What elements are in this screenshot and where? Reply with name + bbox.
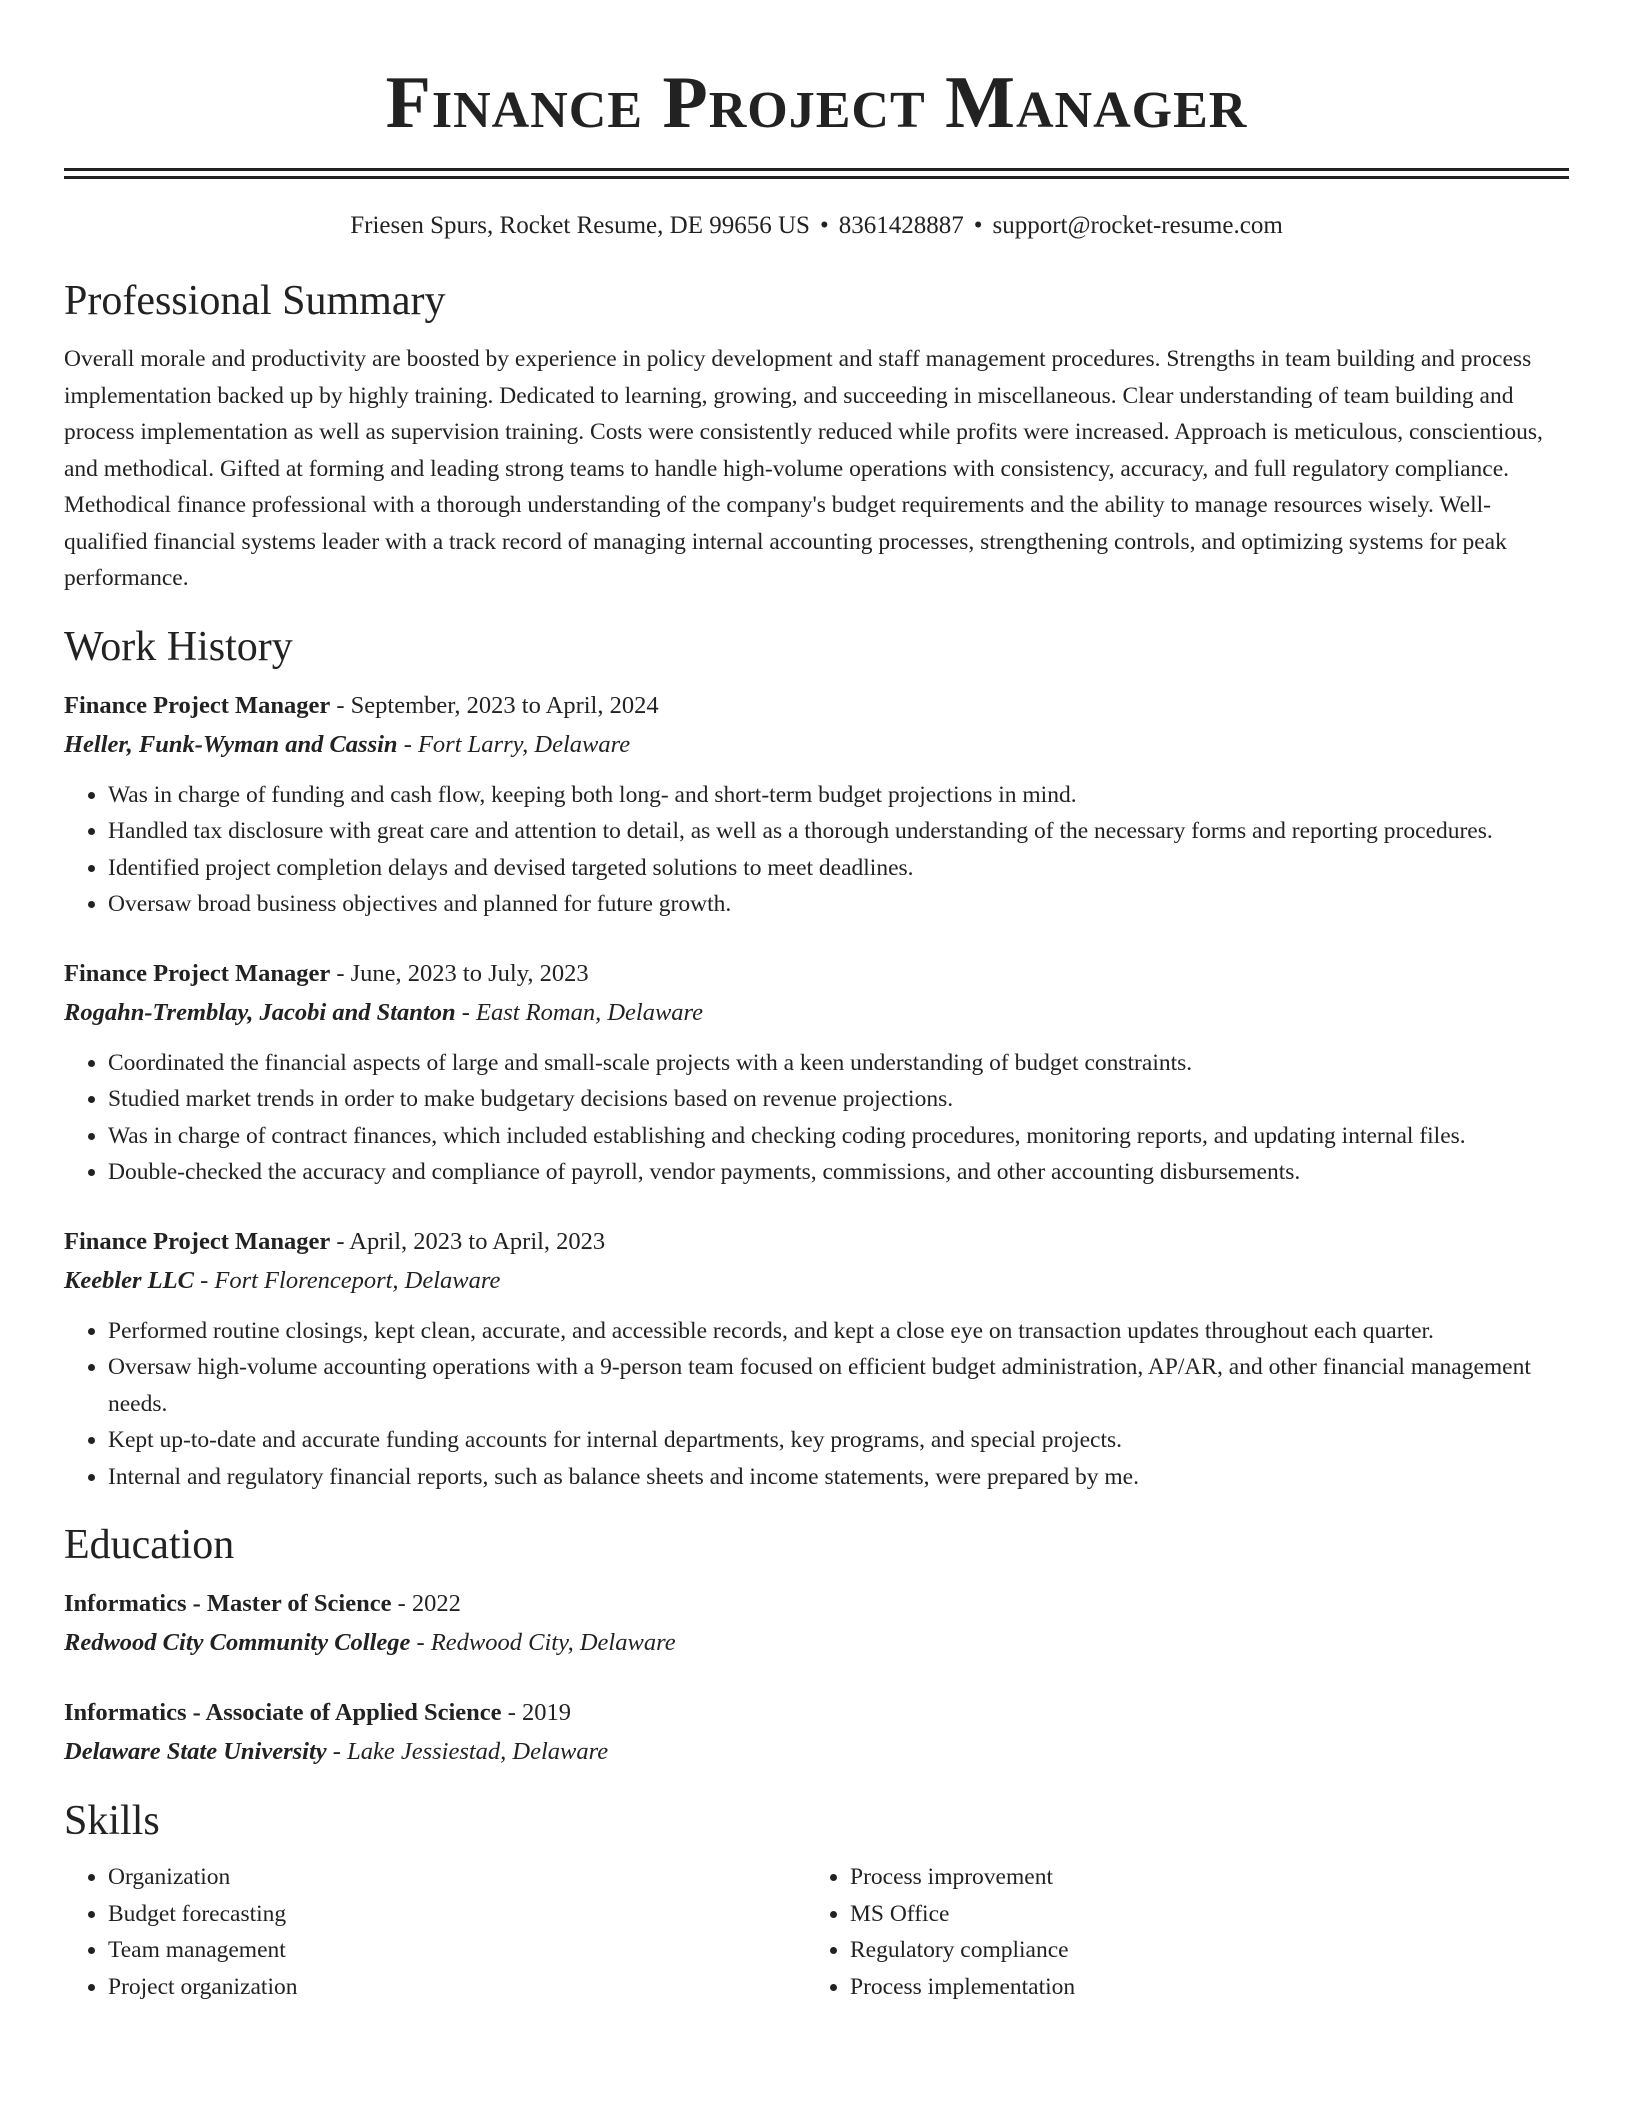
job-bullet: • Identified project completion delays and devised targeted solutions to meet deadlines. <box>108 850 1569 887</box>
education-degree: Informatics - Associate of Applied Science <box>64 1699 502 1726</box>
job-bullets <box>64 777 1569 923</box>
title-divider-top <box>64 168 1569 171</box>
education-location: - Lake Jessiestad, Delaware <box>326 1738 609 1765</box>
work-history-heading: Work History <box>64 623 293 670</box>
summary-heading: Professional Summary <box>64 278 446 324</box>
job-bullet: • Was in charge of contract finances, which included establishing and checking coding procedures, monitoring reports, and updating internal files. <box>108 1118 1569 1155</box>
skills-list <box>64 1859 1569 2005</box>
job-entry <box>64 1223 1569 1496</box>
contact-address: Friesen Spurs, Rocket Resume, DE 99656 US <box>350 212 810 239</box>
education-school: Redwood City Community College <box>64 1629 411 1656</box>
job-location: - Fort Florenceport, Delaware <box>193 1266 501 1294</box>
job-bullets <box>64 1313 1569 1496</box>
job-bullet: • Performed routine closings, kept clean, accurate, and accessible records, and kept a close eye on transaction updates throughout each quarter. <box>108 1313 1569 1350</box>
contact-email: support@rocket-resume.com <box>992 212 1283 239</box>
job-bullet: • Oversaw broad business objectives and planned for future growth. <box>108 886 1569 923</box>
job-bullet: • Internal and regulatory financial reports, such as balance sheets and income statements, were prepared by me. <box>108 1459 1569 1496</box>
job-location: - East Roman, Delaware <box>455 998 704 1026</box>
skill-item: • Team management <box>108 1932 806 1969</box>
job-company: Heller, Funk-Wyman and Cassin <box>64 730 398 758</box>
skills-column-left <box>64 1859 806 2005</box>
job-bullet: • Handled tax disclosure with great care and attention to detail, as well as a thorough understanding of the necessary forms and reporting procedures. <box>108 813 1569 850</box>
job-bullet: • Coordinated the financial aspects of large and small-scale projects with a keen understanding of budget constraints. <box>108 1045 1569 1082</box>
skills-column-right <box>806 1859 1548 2005</box>
job-bullets <box>64 1045 1569 1191</box>
education-degree: Informatics - Master of Science <box>64 1590 392 1617</box>
job-bullet: • Studied market trends in order to make budgetary decisions based on revenue projections. <box>108 1081 1569 1118</box>
job-location: - Fort Larry, Delaware <box>397 730 631 758</box>
contact-phone: 8361428887 <box>838 212 964 239</box>
education-school: Delaware State University <box>64 1738 327 1765</box>
job-title: Finance Project Manager <box>64 1227 331 1255</box>
skill-item: • Regulatory compliance <box>850 1932 1548 1969</box>
skill-item: • Process improvement <box>850 1859 1548 1896</box>
job-bullet: • Kept up-to-date and accurate funding accounts for internal departments, key programs, and special projects. <box>108 1422 1569 1459</box>
skill-item: • Process implementation <box>850 1969 1548 2006</box>
skill-item: • Budget forecasting <box>108 1896 806 1933</box>
skill-item: • Project organization <box>108 1969 806 2006</box>
skills-heading: Skills <box>64 1798 160 1844</box>
job-bullet: • Was in charge of funding and cash flow, keeping both long- and short-term budget projections in mind. <box>108 777 1569 814</box>
title-divider-bottom <box>64 176 1569 179</box>
job-entry <box>64 955 1569 1191</box>
education-entry <box>64 1694 1569 1771</box>
skill-item: • MS Office <box>850 1896 1548 1933</box>
contact-separator: • <box>819 212 829 239</box>
job-entry <box>64 687 1569 923</box>
education-heading: Education <box>64 1522 235 1568</box>
education-year: - 2022 <box>391 1590 461 1617</box>
job-dates: - September, 2023 to April, 2024 <box>330 691 659 719</box>
job-dates: - April, 2023 to April, 2023 <box>330 1227 606 1255</box>
job-company: Keebler LLC <box>64 1266 194 1294</box>
job-dates: - June, 2023 to July, 2023 <box>330 959 589 987</box>
summary-text: Overall morale and productivity are boosted by experience in policy development and staff management procedures. Strengths in team building and process implementation backed up by highly training. Dedicated to learning, growing, and succeeding in miscellaneous. Clear understanding of team building and process implementation as well as supervision training. Costs were consistently reduced while profits were increased. Approach is meticulous, conscientious, and methodical. Gifted at forming and leading strong teams to handle high-volume operations with consistency, accuracy, and full regulatory compliance. Methodical finance professional with a thorough understanding of the company's budget requirements and the ability to manage resources wisely. Well-qualified financial systems leader with a track record of managing internal accounting processes, strengthening controls, and optimizing systems for peak performance. <box>64 346 1543 591</box>
job-bullet: • Oversaw high-volume accounting operations with a 9-person team focused on efficient budget administration, AP/AR, and other financial management needs. <box>108 1349 1569 1422</box>
education-entry <box>64 1585 1569 1662</box>
job-title: Finance Project Manager <box>64 691 331 719</box>
job-bullet: • Double-checked the accuracy and compliance of payroll, vendor payments, commissions, and other accounting disbursements. <box>108 1154 1569 1191</box>
job-company: Rogahn-Tremblay, Jacobi and Stanton <box>64 998 456 1026</box>
resume-title: Finance Project Manager <box>385 62 1248 144</box>
skill-item: • Organization <box>108 1859 806 1896</box>
resume-page <box>64 0 1569 2005</box>
education-location: - Redwood City, Delaware <box>410 1629 676 1656</box>
contact-separator: • <box>973 212 983 239</box>
job-title: Finance Project Manager <box>64 959 331 987</box>
contact-line <box>64 209 1569 243</box>
education-year: - 2019 <box>501 1699 571 1726</box>
